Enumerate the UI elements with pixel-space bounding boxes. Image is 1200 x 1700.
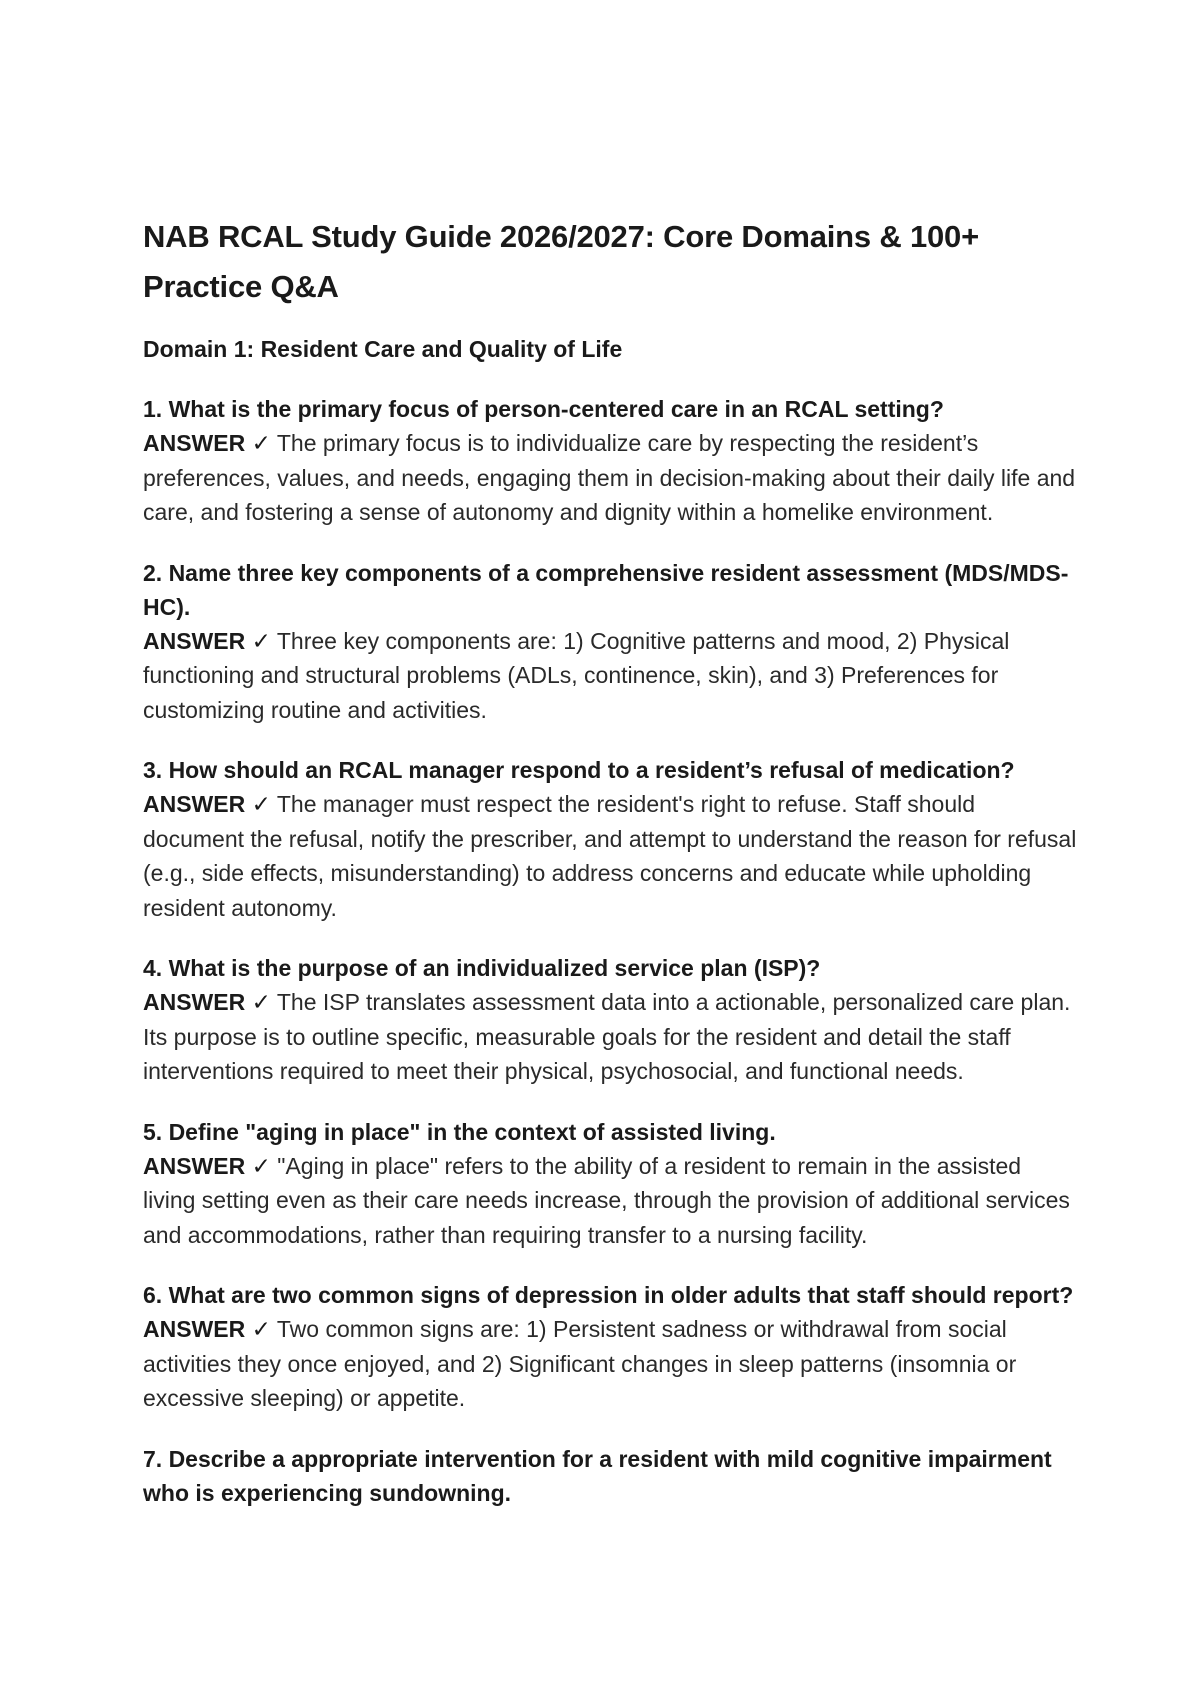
- answer-text-4: The ISP translates assessment data into a actionable, personalized care plan. Its purpose is to outline specific, measurable goals for the resident and detail the staff interventions required to meet their physical, psychosocial, and functional needs.: [143, 989, 1071, 1084]
- answer-text-1: The primary focus is to individualize care by respecting the resident’s preferences, values, and needs, engaging them in decision-making about their daily life and care, and fostering a sense of autonomy and dignity within a homelike environment.: [143, 430, 1076, 525]
- answer-6: [143, 1312, 1078, 1416]
- question-5: 5. Define "aging in place" in the context of assisted living.: [143, 1118, 776, 1145]
- answer-4: [143, 985, 1078, 1089]
- qa-item-6: [143, 1278, 1078, 1416]
- qa-item-3: [143, 753, 1078, 925]
- qa-item-7: [143, 1442, 1078, 1510]
- answer-1: [143, 426, 1078, 530]
- answer-label: ANSWER ✓: [143, 989, 271, 1015]
- question-7: 7. Describe a appropriate intervention for a resident with mild cognitive impairment who is experiencing sundowning.: [143, 1445, 1052, 1506]
- question-6: 6. What are two common signs of depression in older adults that staff should report?: [143, 1282, 1074, 1308]
- document-title: NAB RCAL Study Guide 2026/2027: Core Domains & 100+ Practice Q&A: [143, 219, 979, 304]
- answer-label: ANSWER ✓: [143, 627, 271, 654]
- answer-label: ANSWER ✓: [143, 430, 271, 456]
- question-3: 3. How should an RCAL manager respond to a resident’s refusal of medication?: [143, 757, 1015, 783]
- answer-text-6: Two common signs are: 1) Persistent sadness or withdrawal from social activities they once enjoyed, and 2) Significant changes in sleep patterns (insomnia or excessive sleeping) or appetite.: [143, 1316, 1017, 1411]
- answer-2: [143, 624, 1078, 728]
- answer-text-3: The manager must respect the resident's right to refuse. Staff should document the refusal, notify the prescriber, and attempt to understand the reason for refusal (e.g., side effects, misunderstanding) to address concerns and educate while upholding resident autonomy.: [143, 791, 1077, 921]
- qa-item-4: [143, 951, 1078, 1089]
- qa-item-2: [143, 556, 1078, 728]
- answer-text-5: "Aging in place" refers to the ability of a resident to remain in the assisted living setting even as their care needs increase, through the provision of additional services and accommodations, rather than requiring transfer to a nursing facility.: [143, 1152, 1070, 1248]
- question-4: 4. What is the purpose of an individualized service plan (ISP)?: [143, 955, 821, 981]
- answer-5: [143, 1149, 1078, 1253]
- question-1: 1. What is the primary focus of person-centered care in an RCAL setting?: [143, 396, 944, 422]
- answer-label: ANSWER ✓: [143, 1316, 271, 1342]
- qa-item-1: [143, 392, 1078, 530]
- answer-label: ANSWER ✓: [143, 791, 271, 817]
- answer-3: [143, 787, 1078, 925]
- answer-text-2: Three key components are: 1) Cognitive patterns and mood, 2) Physical functioning and structural problems (ADLs, continence, skin), and 3) Preferences for customizing routine and activities.: [143, 627, 1010, 723]
- answer-label: ANSWER ✓: [143, 1152, 271, 1179]
- qa-item-5: [143, 1115, 1078, 1253]
- document-page: [143, 212, 1078, 1536]
- domain-heading: Domain 1: Resident Care and Quality of Life: [143, 336, 623, 362]
- question-2: 2. Name three key components of a comprehensive resident assessment (MDS/MDS-HC).: [143, 559, 1069, 620]
